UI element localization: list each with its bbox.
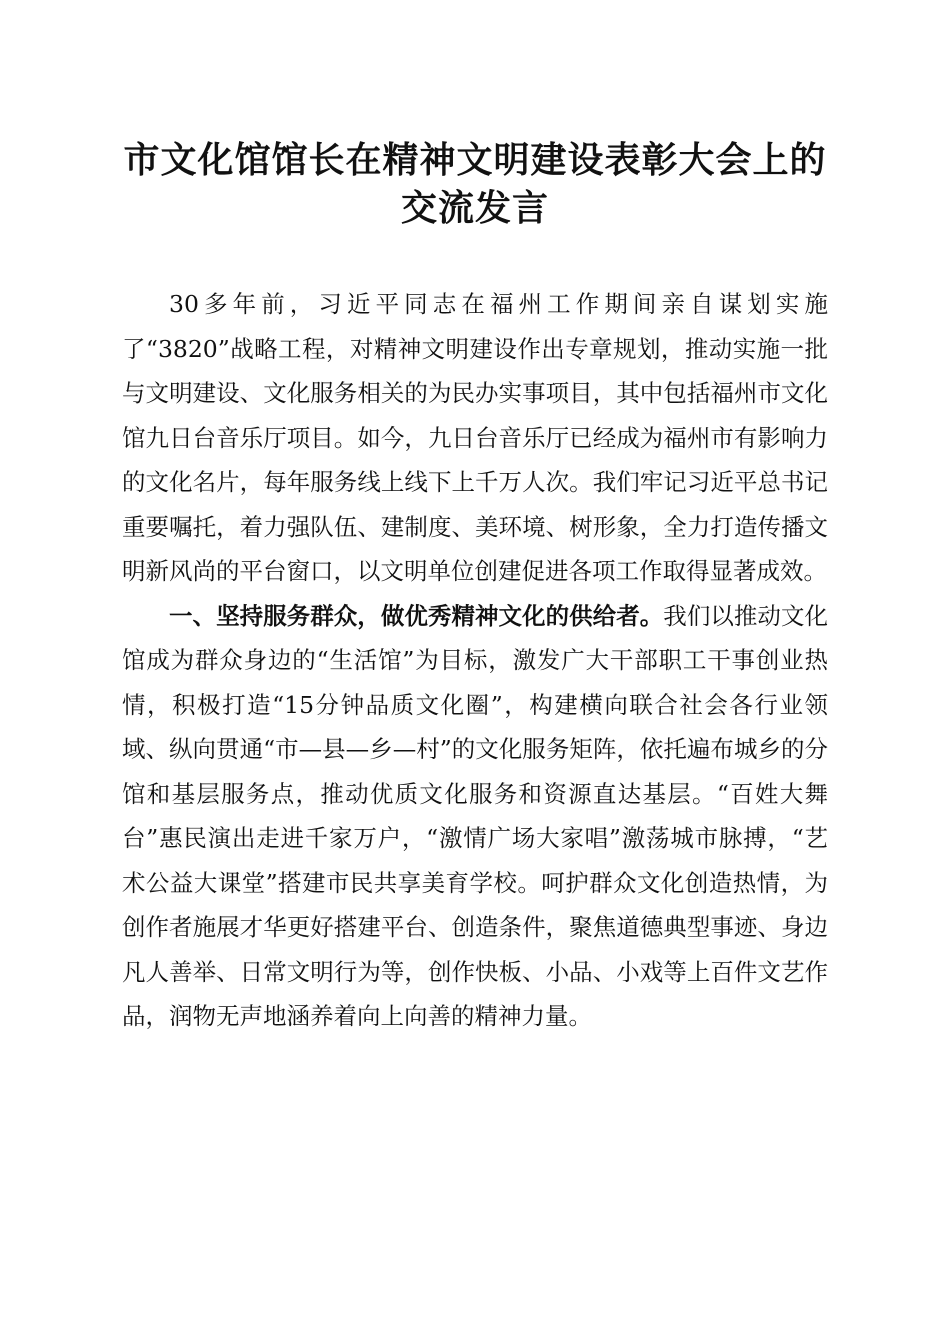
paragraph-text: 我们以推动文化馆成为群众身边的“生活馆”为目标，激发广大干部职工干事创业热情，积极打造“15分钟品质文化圈”，构建横向联合社会各行业领域、纵向贯通“市—县—乡—村”的文化服务矩阵，依托遍布城乡的分馆和基层服务点，推动优质文化服务和资源直达基层。“百姓大舞台”惠民演出走进千家万户，“激情广场大家唱”激荡城市脉搏，“艺术公益大课堂”搭建市民共享美育学校。呵护群众文化创造热情，为创作者施展才华更好搭建平台、创造条件，聚焦道德典型事迹、身边凡人善举、日常文明行为等，创作快板、小品、小戏等上百件文艺作品，润物无声地涵养着向上向善的精神力量。 [122, 601, 829, 1030]
document-body [122, 282, 828, 1039]
paragraph-intro [122, 282, 828, 594]
paragraph-text: 30多年前，习近平同志在福州工作期间亲自谋划实施了“3820”战略工程，对精神文明建设作出专章规划，推动实施一批与文明建设、文化服务相关的为民办实事项目，其中包括福州市文化馆九日台音乐厅项目。如今，九日台音乐厅已经成为福州市有影响力的文化名片，每年服务线上线下上千万人次。我们牢记习近平总书记重要嘱托，着力强队伍、建制度、美环境、树形象，全力打造传播文明新风尚的平台窗口，以文明单位创建促进各项工作取得显著成效。 [122, 290, 828, 585]
section-one-heading: 一、坚持服务群众，做优秀精神文化的供给者。 [169, 601, 664, 630]
paragraph-section-one [122, 594, 828, 1039]
document-title: 市文化馆馆长在精神文明建设表彰大会上的交流发言 [123, 139, 827, 229]
